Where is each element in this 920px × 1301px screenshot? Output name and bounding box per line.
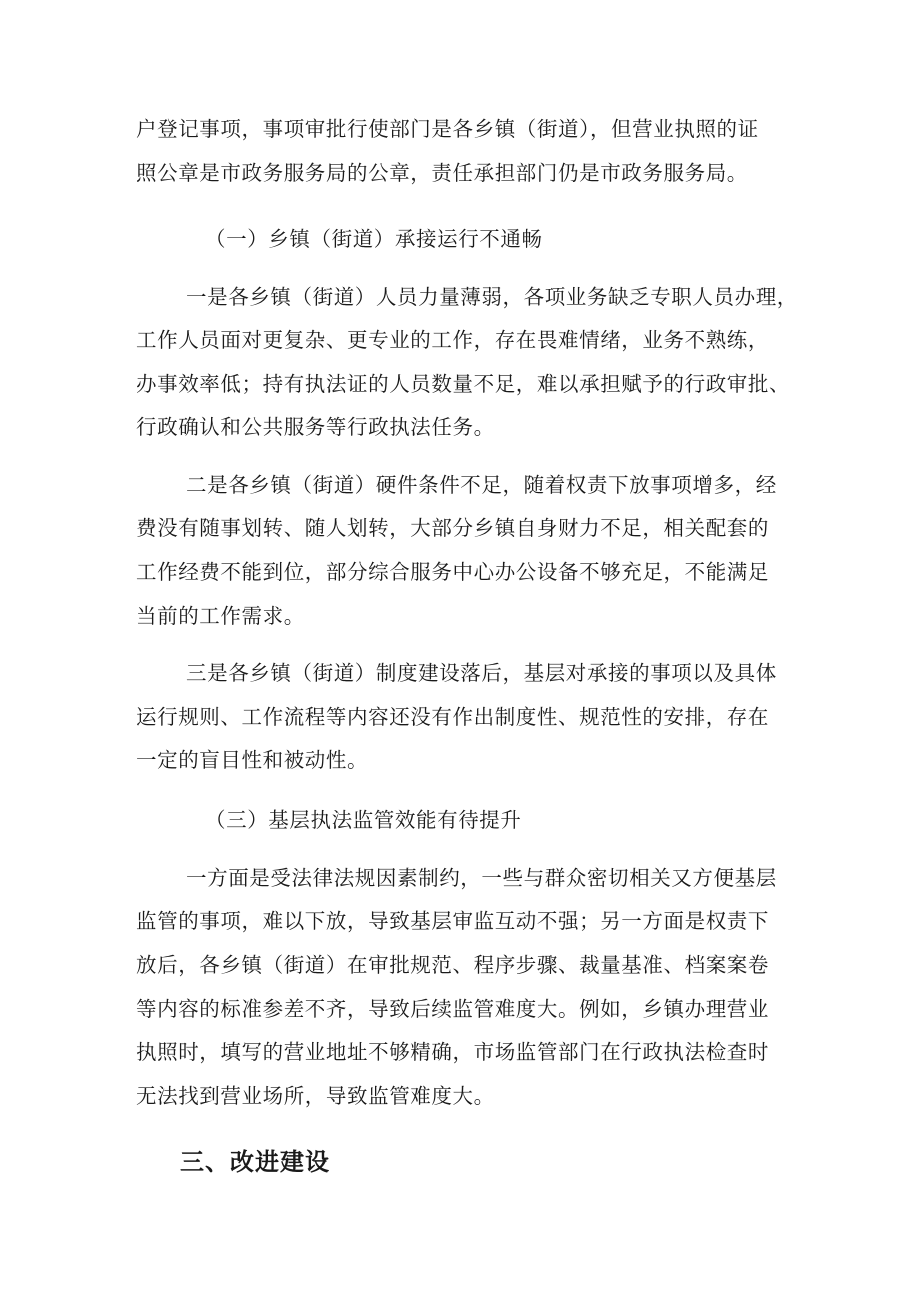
paragraph-line: 执照时，填写的营业地址不够精确，市场监管部门在行政执法检查时 [136,1040,769,1064]
paragraph-line: 当前的工作需求。 [136,604,305,628]
paragraph-line: 工作经费不能到位，部分综合服务中心办公设备不够充足，不能满足 [136,560,769,584]
paragraph-line: 监管的事项，难以下放，导致基层审监互动不强；另一方面是权责下 [136,909,769,933]
paragraph-line: 运行规则、工作流程等内容还没有作出制度性、规范性的安排，存在 [136,705,769,729]
paragraph-line: 工作人员面对更复杂、更专业的工作，存在畏难情绪，业务不熟练， [136,328,769,352]
paragraph-line: 照公章是市政务服务局的公章，责任承担部门仍是市政务服务局。 [136,161,748,185]
paragraph-line: 放后，各乡镇（街道）在审批规范、程序步骤、裁量基准、档案案卷 [136,953,769,977]
paragraph-line: 户登记事项，事项审批行使部门是各乡镇（街道），但营业执照的证 [136,117,759,141]
paragraph-line: 二是各乡镇（街道）硬件条件不足，随着权责下放事项增多，经 [186,473,777,497]
paragraph-line: 行政确认和公共服务等行政执法任务。 [136,415,495,439]
section-heading: （三）基层执法监管效能有待提升 [205,808,522,832]
section-heading: （一）乡镇（街道）承接运行不通畅 [205,227,543,251]
chapter-heading: 三、改进建设 [180,1148,330,1176]
paragraph-line: 三是各乡镇（街道）制度建设落后，基层对承接的事项以及具体 [186,661,777,685]
paragraph-line: 等内容的标准参差不齐，导致后续监管难度大。例如，乡镇办理营业 [136,997,769,1021]
paragraph-line: 一是各乡镇（街道）人员力量薄弱，各项业务缺乏专职人员办理， [186,285,798,309]
paragraph-line: 无法找到营业场所，导致监管难度大。 [136,1084,495,1108]
paragraph-line: 费没有随事划转、随人划转，大部分乡镇自身财力不足，相关配套的 [136,516,769,540]
paragraph-line: 一方面是受法律法规因素制约，一些与群众密切相关又方便基层 [186,866,777,890]
paragraph-line: 一定的盲目性和被动性。 [136,748,369,772]
paragraph-line: 办事效率低；持有执法证的人员数量不足，难以承担赋予的行政审批、 [136,372,791,396]
